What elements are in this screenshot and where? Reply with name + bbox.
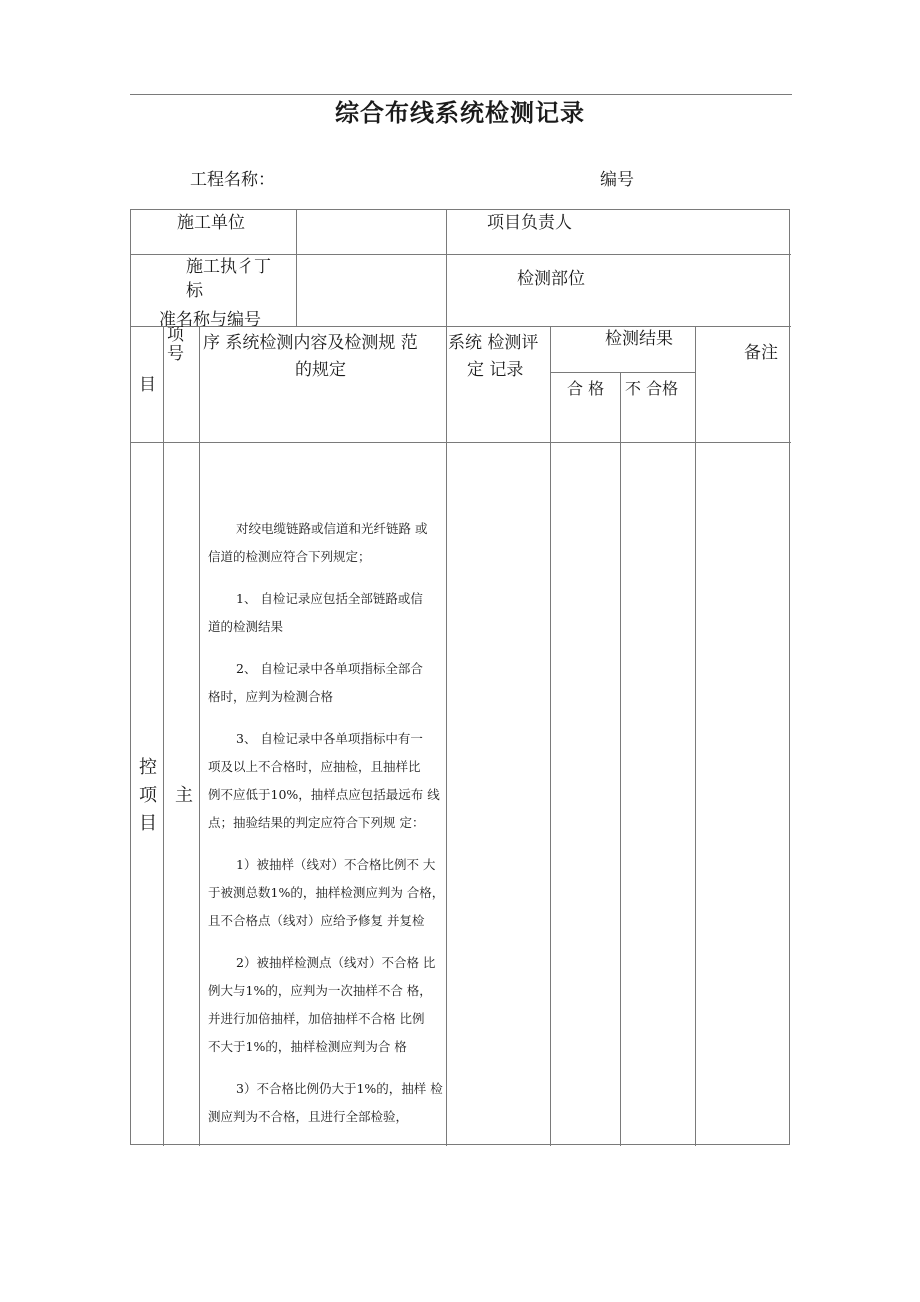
top-rule — [130, 94, 792, 95]
inspection-location-label: 检测部位 — [517, 269, 585, 289]
inspection-record-table — [130, 209, 790, 1145]
standard-label-line3: 准名称与编号 — [159, 310, 261, 326]
content-paragraph: 2、 自检记录中各单项指标全部合 格时，应判为检测合格 — [208, 661, 423, 704]
content-paragraph: 1、 自检记录应包括全部链路或信 道的检测结果 — [208, 591, 423, 634]
row-divider — [131, 326, 791, 327]
col-divider — [296, 210, 297, 326]
col-divider — [446, 210, 447, 326]
col-divider — [550, 326, 551, 1146]
construction-unit-label: 施工单位 — [177, 213, 245, 233]
section-label-kong: 控 — [139, 757, 157, 778]
record-col-header-line1: 系统 检测评 — [448, 333, 539, 353]
standard-label-line2: 标 — [186, 281, 203, 301]
result-col-header: 检测结果 — [605, 329, 673, 349]
section-label-xiang: 项 — [139, 785, 157, 806]
number-label: 编号 — [600, 170, 634, 190]
fail-col-header: 不 合格 — [625, 379, 679, 398]
project-name-label: 工程名称： — [190, 170, 275, 190]
content-paragraph: 2）被抽样检测点（线对）不合格 比 例大与1%的，应判为一次抽样不合 格， 并进行加倍抽样，加倍抽样不合格 比例 不大于1%的，抽样检测应判为合 格 — [208, 955, 436, 1054]
row-divider — [131, 254, 791, 255]
record-col-header-line2: 定 记录 — [467, 360, 524, 380]
project-manager-label: 项目负责人 — [487, 213, 572, 233]
content-col-header-line2: 的规定 — [295, 360, 346, 380]
col-divider — [446, 326, 447, 1146]
row-divider — [551, 372, 696, 373]
content-col-header-line1: 序 系统检测内容及检测规 范 — [203, 333, 418, 353]
content-paragraph: 3、 自检记录中各单项指标中有一 项及以上不合格时，应抽检，且抽样比 例不应低于10%，抽样点应包括最远布 线 点；抽验结果的判定应符合下列规 定： — [208, 731, 440, 830]
item-number-col-line1: 项 — [167, 325, 184, 345]
row-divider — [131, 442, 791, 443]
item-number-col-line2: 号 — [167, 344, 184, 364]
content-paragraph: 对绞电缆链路或信道和光纤链路 或 信道的检测应符合下列规定； — [208, 521, 428, 564]
col-divider — [163, 326, 164, 1146]
content-paragraph: 3）不合格比例仍大于1%的，抽样 检 测应判为不合格，且进行全部检验， — [208, 1081, 443, 1124]
col-divider — [695, 326, 696, 1146]
mu-col-label: 目 — [139, 375, 156, 395]
standard-label-line1: 施工执彳丁 — [186, 257, 271, 277]
pass-col-header: 合 格 — [567, 379, 605, 398]
col-divider — [620, 372, 621, 1146]
remarks-col-header: 备注 — [744, 343, 778, 363]
section-label-zhu: 主 — [175, 785, 193, 806]
content-paragraph: 1）被抽样（线对）不合格比例不 大 于被测总数1%的，抽样检测应判为 合格， 且不合格点（线对）应给予修复 并复检 — [208, 857, 445, 928]
section-label-mu: 目 — [139, 813, 157, 834]
col-divider — [199, 326, 200, 1146]
page-title: 综合布线系统检测记录 — [335, 98, 585, 127]
